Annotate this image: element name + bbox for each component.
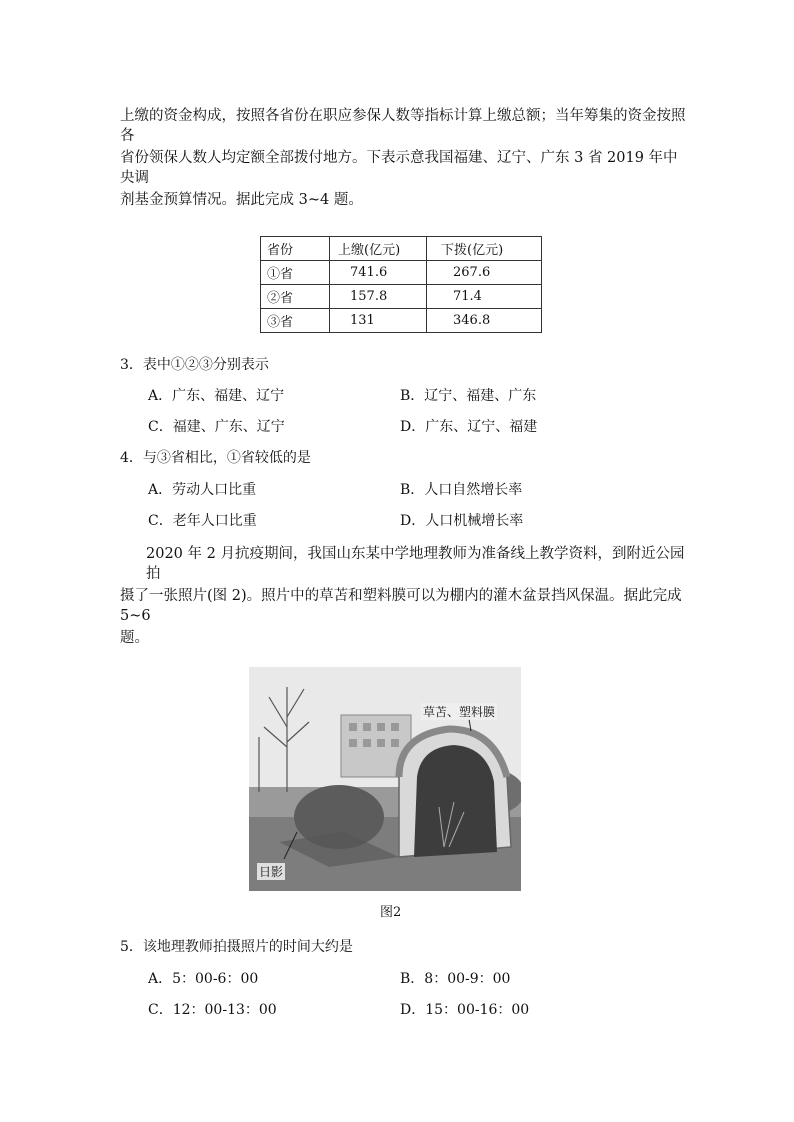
cell-province: ②省 bbox=[261, 285, 330, 309]
q3-option-a: A．广东、福建、辽宁 bbox=[148, 388, 285, 404]
photo-illustration bbox=[249, 667, 521, 891]
cell-province: ③省 bbox=[261, 309, 330, 333]
q5-option-b: B．8：00-9：00 bbox=[400, 971, 511, 987]
table-header-row bbox=[261, 237, 542, 261]
label-shadow: 日影 bbox=[259, 865, 284, 879]
cell-province: ①省 bbox=[261, 261, 330, 285]
q4-option-a: A．劳动人口比重 bbox=[148, 482, 257, 498]
q3-option-c: C．福建、广东、辽宁 bbox=[148, 419, 285, 435]
q4-option-b: B．人口自然增长率 bbox=[400, 482, 523, 498]
passage2-line-3: 题。 bbox=[120, 630, 149, 646]
cell-allocated: 346.8 bbox=[427, 309, 542, 333]
q4-option-c: C．老年人口比重 bbox=[148, 513, 257, 529]
q3-option-d: D．广东、辽宁、福建 bbox=[400, 419, 538, 435]
header-paid-in: 上缴(亿元) bbox=[330, 237, 427, 261]
passage2-line-1: 2020 年 2 月抗疫期间，我国山东某中学地理教师为准备线上教学资料，到附近公园拍 bbox=[146, 546, 685, 582]
question-4-stem: 4．与③省相比，①省较低的是 bbox=[120, 450, 311, 466]
cell-paid-in: 131 bbox=[330, 309, 427, 333]
question-3-stem: 3．表中①②③分别表示 bbox=[120, 357, 269, 373]
figure-caption: 图2 bbox=[380, 905, 402, 920]
q3-option-b: B．辽宁、福建、广东 bbox=[400, 388, 537, 404]
cell-paid-in: 157.8 bbox=[330, 285, 427, 309]
q4-option-d: D．人口机械增长率 bbox=[400, 513, 524, 529]
question-5-stem: 5．该地理教师拍摄照片的时间大约是 bbox=[120, 939, 353, 955]
cell-paid-in: 741.6 bbox=[330, 261, 427, 285]
budget-table bbox=[260, 236, 542, 333]
intro-line-1: 上缴的资金构成，按照各省份在职应参保人数等指标计算上缴总额；当年筹集的资金按照各 bbox=[120, 108, 686, 144]
table-row bbox=[261, 261, 542, 285]
cell-allocated: 267.6 bbox=[427, 261, 542, 285]
q5-option-d: D．15：00-16：00 bbox=[400, 1002, 530, 1018]
shelter-icon bbox=[399, 729, 511, 857]
intro-line-3: 剂基金预算情况。据此完成 3~4 题。 bbox=[120, 192, 363, 208]
header-allocated: 下拨(亿元) bbox=[427, 237, 542, 261]
table-row bbox=[261, 285, 542, 309]
header-province: 省份 bbox=[261, 237, 330, 261]
label-cover: 草苫、塑料膜 bbox=[423, 705, 496, 719]
passage2-line-2: 摄了一张照片(图 2)。照片中的草苫和塑料膜可以为棚内的灌木盆景挡风保温。据此完成 5~6 bbox=[120, 588, 682, 624]
cell-allocated: 71.4 bbox=[427, 285, 542, 309]
q5-option-a: A．5：00-6：00 bbox=[148, 971, 259, 987]
table-row bbox=[261, 309, 542, 333]
figure-2-photo bbox=[249, 667, 521, 891]
intro-line-2: 省份领保人数人均定额全部拨付地方。下表示意我国福建、辽宁、广东 3 省 2019 年中央调 bbox=[120, 150, 678, 186]
q5-option-c: C．12：00-13：00 bbox=[148, 1002, 277, 1018]
